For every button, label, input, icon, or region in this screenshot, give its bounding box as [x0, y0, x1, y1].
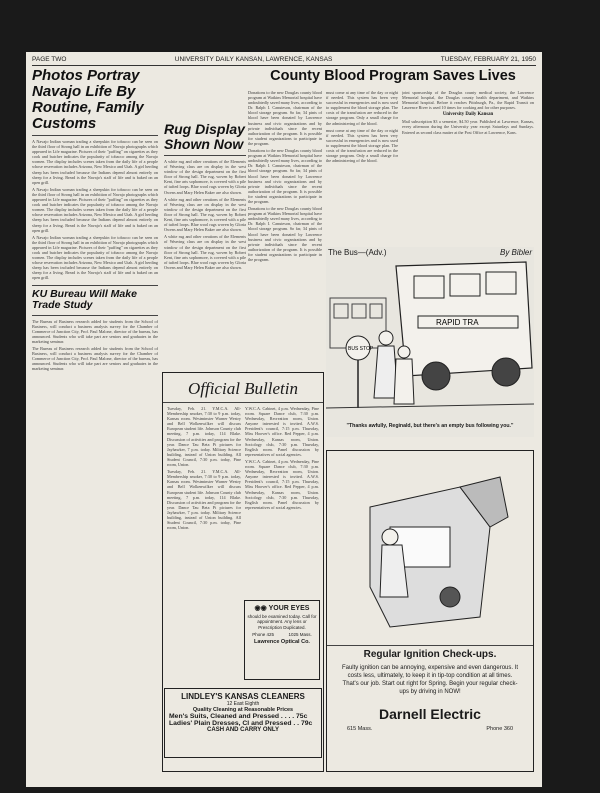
car-engine-illustration [350, 467, 510, 637]
optical-ad [244, 600, 320, 680]
eyes-address: 1025 Mass. [288, 632, 312, 638]
navajo-body-cont: A Navajo Indian woman trading a sheepskin for tobacco can be seen on the third floor of Strong hall in an exhibition of Navajo photographs which appeared in Life magazine. Pictures of their "puffing" on cigarettes as they cook and butcher indicates the popularity of tobacco among the Navajo women. The display includes scenes taken from the daily life of a people whose reservation includes Arizona, New Mexico and Utah. A girl herding sheep has been included because the Indians depend almost entirely on sheep for a living. Bread is the Navajo's staff of life and is baked on an open grill. [32, 186, 158, 233]
cartoon-title: The Bus—(Adv.) [328, 248, 387, 257]
bus-sign-text: RAPID TRA [436, 318, 479, 327]
cleaners-line-1: Men's Suits, Cleaned and Pressed . . . . 75c [169, 713, 308, 720]
cartoon-caption: "Thanks awfully, Reginald, but there's an empty bus following you." [346, 423, 514, 429]
county-text-1c: Donations to the new Douglas county blood program at Watkins Memorial hospital have undoubtedly saved many lives, according to Dr. Ralph I. Canuteson, chairman of the blood storage program. So far, 34 pints of blood have been donated by Lawrence business and civic organizations and by private individuals since the recent authorization of the program. It is possible for student organizations to participate in the program. [248, 206, 322, 262]
bulletin-col-1b: Tuesday, Feb. 21. Y.M.C.A. All-Membership smoker, 7:30 to 9 p.m. today, Kansas room. Westminster Warner Westry and Bell Wolkenwilker will discuss European student life. Johnson County club meeting, 7 p.m. today, 114 Blake. Discussion of activities and program for the year. Dance Tau Beta Pi pictures for Jayhawker, 7 p.m. today. Military Science building, instead of Union building. All Student Council, 7:30 p.m. today, Pine room, Union. [167, 469, 241, 531]
navajo-body: A Navajo Indian woman trading a sheepskin for tobacco can be seen on the third floor of Strong hall in an exhibition of Navajo photographs which appeared in Life magazine. Pictures of their "puffing" on cigarettes as they cook and butcher indicates the popularity of tobacco among the Navajo women. The display includes scenes taken from the daily life of a people whose reservation includes Arizona, New Mexico and Utah. A girl herding sheep has been included because the Indians depend almost entirely on sheep for a living. Bread is the Navajo's staff of life and is baked on an open grill. [32, 139, 158, 185]
ignition-headline: Regular Ignition Check-ups. [363, 649, 497, 660]
county-text-2: must come at any time of the day or night if needed. This system has been very successful in emergencies and is now used to supplement the blood storage plan. The costs of the transfusion are reduced in the storage program. Only a small charge for the administering of the blood. [326, 90, 398, 126]
cleaners-terms: CASH AND CARRY ONLY [207, 727, 279, 733]
eyes-company: Lawrence Optical Co. [254, 639, 310, 646]
rug-headline: Rug Display Shown Now [164, 122, 245, 152]
bus-icon [396, 262, 532, 390]
cartoon-artist: By Bibler [499, 248, 532, 257]
ku-body: The Bureau of Business research added for students from the School of Business, will conduct a business analysis survey for the Chamber of Commerce of Junction City, Prof. Paul Malone, director of the bureau, has announced. Students who will take part are seniors and graduates in the marketing seminar. [32, 318, 158, 344]
paper-date: TUESDAY, FEBRUARY 21, 1950 [440, 56, 536, 63]
cartoon-drawing [326, 258, 534, 418]
county-col-3 [402, 90, 534, 245]
county-headline: County Blood Program Saves Lives [270, 68, 516, 84]
paper-name: UNIVERSITY DAILY KANSAN, LAWRENCE, KANSAS [174, 56, 333, 63]
cleaners-address: 12 East Eighth [226, 701, 260, 707]
bulletin-col-2: Y.W.C.A. Cabinet, 4 p.m. Wednesday, Pine room. Square Dance club, 7:30 p.m. Wednesday, Recreation room, Union. Anyone interested is invited. A.W.S. President's council, 7:15 p.m. Thursday, Miss Hoover's office. Red Pepper, 4 p.m. Wednesday, Kansas room, Union. Sociology club, 7:30 p.m. Thursday, English room. Panel discussion by representatives of social agencies. [245, 406, 319, 457]
eye-icon: ◉◉ [254, 605, 267, 612]
navajo-body-cont-2: A Navajo Indian woman trading a sheepskin for tobacco can be seen on the third floor of Strong hall in an exhibition of Navajo photographs which appeared in Life magazine. Pictures of their "puffing" on cigarettes as they cook and butcher indicates the popularity of tobacco among the Navajo women. The display includes scenes taken from the daily life of a people whose reservation includes Arizona, New Mexico and Utah. A girl herding sheep has been included because the Indians depend almost entirely on sheep for a living. Bread is the Navajo's staff of life and is baked on an open grill. [32, 234, 158, 281]
ignition-address: 615 Mass. [347, 726, 373, 732]
cleaners-name: LINDLEY'S KANSAS CLEANERS [181, 692, 305, 701]
county-text-3: joint sponsorship of the Douglas county medical society, the Lawrence Memorial hospital, the Douglas county health department, and Watkins Memorial hospital. Before it reaches Pittsburgh, Pa., the Rapid Transit on Laurence River is used 10 times for cooking and for other purposes. [402, 90, 534, 111]
rug-body-cont-2: A white rug and other creations of the Elements of Weaving class are on display in the west window of the design department on the first floor of Strong hall. The rug, woven by Robert Kent, fine arts sophomore, is covered with a pile of tufted loops. Blue wool rugs woven by Gloria Owens and Mary Helen Baker are also shown. [164, 234, 246, 270]
cleaners-tagline: Quality Cleaning at Reasonable Prices [192, 707, 294, 713]
eyes-body: should be examined today. Call for appointment. Any lens or Prescription Duplicated. [247, 614, 317, 630]
county-headline-wrap [248, 68, 538, 88]
rug-body: A white rug and other creations of the Elements of Weaving class are on display in the west window of the design department on the first floor of Strong hall. The rug, woven by Robert Kent, fine arts sophomore, is covered with a pile of tufted loops. Blue wool rugs woven by Gloria Owens and Mary Helen Baker are also shown. [164, 159, 246, 195]
rug-body-cont: A white rug and other creations of the Elements of Weaving class are on display in the west window of the design department on the first floor of Strong hall. The rug, woven by Robert Kent, fine arts sophomore, is covered with a pile of tufted loops. Blue wool rugs woven by Gloria Owens and Mary Helen Baker are also shown. [164, 196, 246, 233]
page-number: PAGE TWO [32, 56, 67, 63]
ignition-body: Faulty ignition can be annoying, expensive and even dangerous. It costs less, ultimately, to keep it in tip-top condition at all times. That's our job. Start out right for Spring. Begin your regular check-ups by driving in NOW! [341, 665, 519, 695]
info-title: University Daily Kansan [442, 112, 494, 118]
ku-body-cont: The Bureau of Business research added for students from the School of Business, will conduct a business analysis survey for the Chamber of Commerce of Junction City, Prof. Paul Malone, director of the bureau, has announced. Students who will take part are seniors and graduates in the marketing seminar. [32, 346, 158, 372]
masthead [32, 56, 536, 66]
info-body: Mail subscription $3 a semester, $4.50 year. Published at Lawrence, Kansas, every afternoon during the University year except Saturdays and Sundays. Entered as second class matter at the Post Office at Lawrence, Kans. [402, 119, 534, 135]
ignition-ad [326, 450, 534, 772]
county-text-1: Donations to the new Douglas county blood program at Watkins Memorial hospital have undoubtedly saved many lives, according to Dr. Ralph I. Canuteson, chairman of the blood storage program. So far, 34 pints of blood have been donated by Lawrence business and civic organizations and by private individuals since the recent authorization of the program. It is possible for student organizations to participate in the program. [248, 90, 322, 146]
eyes-title: YOUR EYES [268, 605, 310, 612]
cleaners-line-2: Ladies' Plain Dresses, CI and Pressed . . 79c [169, 720, 313, 727]
left-column [32, 68, 158, 783]
newspaper-page [26, 52, 542, 787]
bulletin-col-1: Tuesday, Feb. 21. Y.M.C.A. All-Membership smoker, 7:30 to 9 p.m. today, Kansas room. Westminster Warner Westry and Bell Wolkenwilker will discuss European student life. Johnson County club meeting, 7 p.m. today, 114 Blake. Discussion of activities and program for the year. Dance Tau Beta Pi pictures for Jayhawker, 7 p.m. today. Military Science building, instead of Union building. All Student Council, 7:30 p.m. today, Pine room, Union. [167, 406, 241, 468]
navajo-headline: Photos Portray Navajo Life By Routine, Family Customs [32, 68, 144, 132]
county-text-1b: Donations to the new Douglas county blood program at Watkins Memorial hospital have undoubtedly saved many lives, according to Dr. Ralph I. Canuteson, chairman of the blood storage program. So far, 34 pints of blood have been donated by Lawrence business and civic organizations and by private individuals since the recent authorization of the program. It is possible for student organizations to participate in the program. [248, 148, 322, 204]
bus-stop-sign-icon [346, 336, 374, 408]
eyes-phone: Phone 425 [252, 632, 275, 638]
county-col-2 [326, 90, 398, 245]
ignition-phone: Phone 360 [486, 726, 513, 732]
bus-cartoon [326, 247, 534, 437]
county-text-2b: must come at any time of the day or night if needed. This system has been very successful in emergencies and is now used to supplement the blood storage plan. The costs of the transfusion are reduced in the storage program. Only a small charge for the administering of the blood. [326, 127, 398, 164]
ignition-company: Darnell Electric [379, 706, 481, 722]
bulletin-title: Official Bulletin [187, 379, 298, 398]
ku-headline: KU Bureau Will Make Trade Study [32, 287, 137, 312]
cleaners-ad [164, 688, 322, 758]
stop-sign-text: BUS STOP [348, 346, 374, 352]
bulletin-col-2b: Y.W.C.A. Cabinet, 4 p.m. Wednesday, Pine room. Square Dance club, 7:30 p.m. Wednesday, Recreation room, Union. Anyone interested is invited. A.W.S. President's council, 7:15 p.m. Thursday, Miss Hoover's office. Red Pepper, 4 p.m. Wednesday, Kansas room, Union. Sociology club, 7:30 p.m. Thursday, English room. Panel discussion by representatives of social agencies. [245, 458, 319, 510]
